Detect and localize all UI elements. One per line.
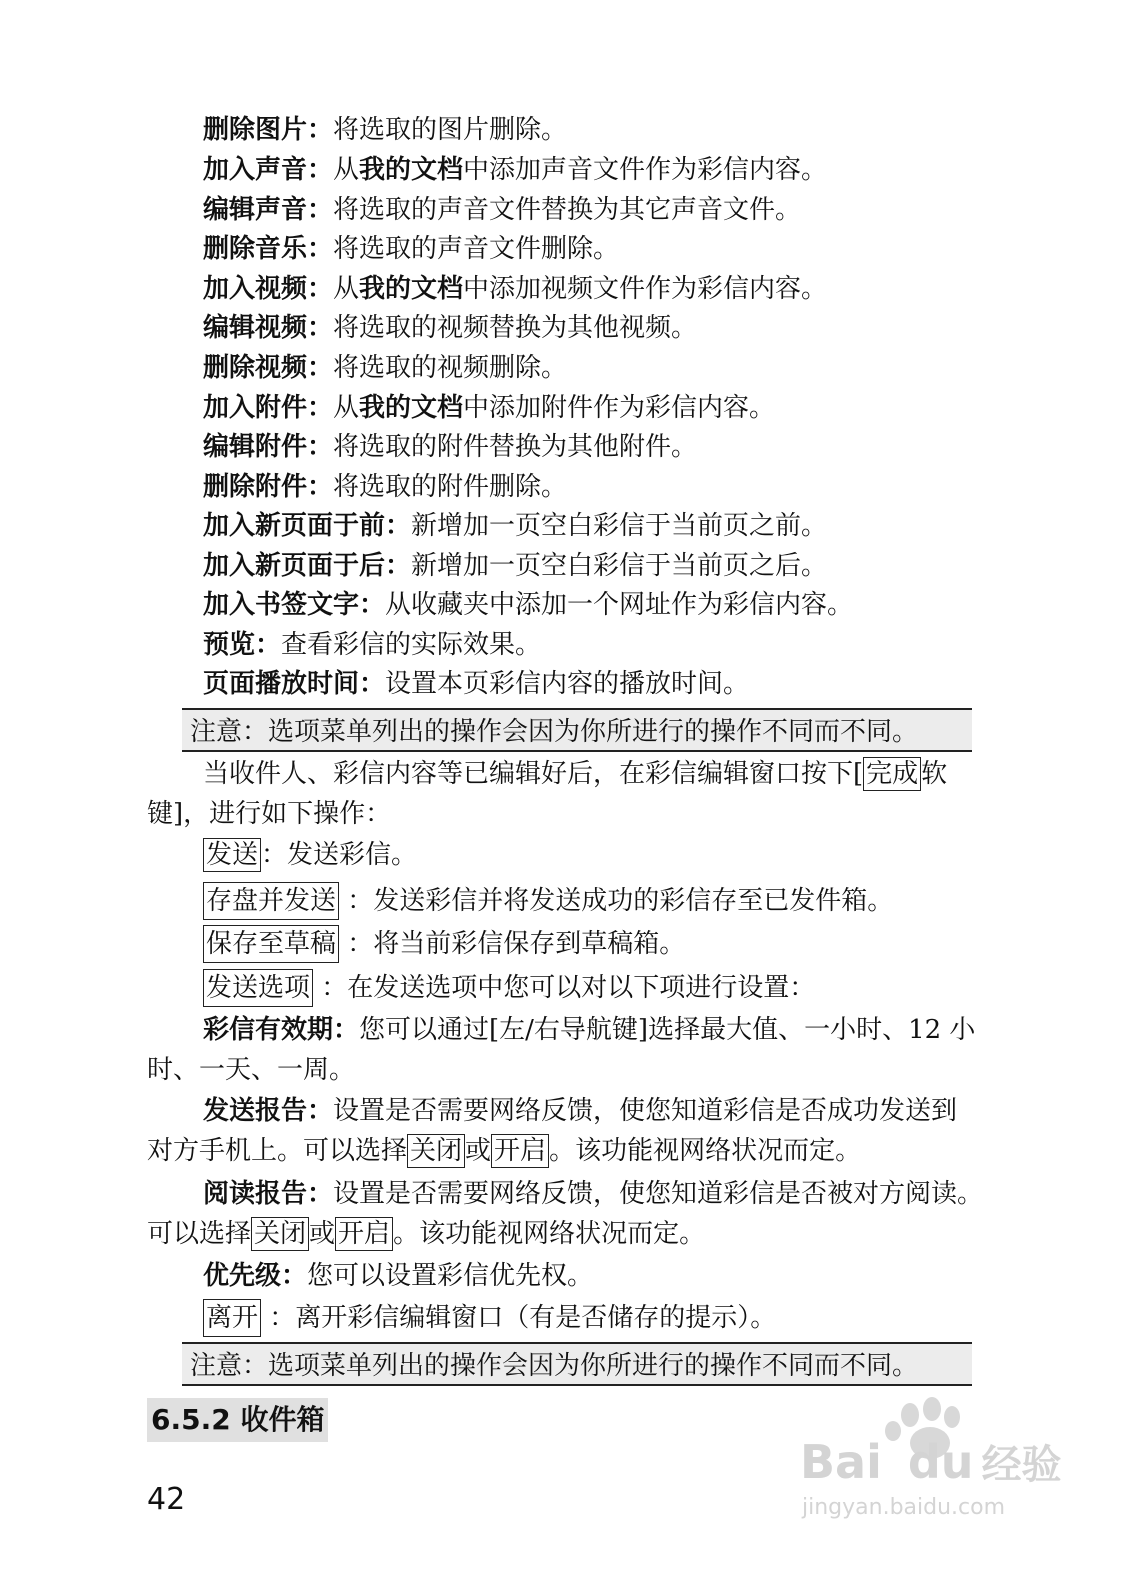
list-item [203,509,827,543]
action-text: ：将当前彩信保存到草稿箱。 [347,929,686,959]
item-label: 预览： [203,630,282,660]
option-off: 关闭 [251,1217,309,1251]
intro-line-2: 键]，进行如下操作： [147,799,392,829]
list-item [203,272,827,306]
watermark-cn: 经验 [981,1442,1062,1488]
priority-line [203,1259,593,1293]
validity-line-1 [203,1013,975,1047]
list-item [203,470,567,504]
list-item [203,153,827,187]
validity-label: 彩信有效期： [203,1015,360,1045]
item-pre: 从 [333,393,360,423]
watermark-brand-part2: du [907,1435,974,1489]
item-label: 删除音乐： [203,234,334,264]
item-label: 加入视频： [203,274,334,304]
intro-text-end: 软 [921,759,948,789]
baidu-watermark [790,1395,1070,1535]
action-send-options [203,969,815,1007]
action-text: ：发送彩信。 [261,840,418,870]
list-item [203,667,749,701]
item-text: 从收藏夹中添加一个网址作为彩信内容。 [385,590,854,620]
item-label: 加入新页面于后： [203,551,412,581]
item-label: 编辑声音： [203,195,334,225]
list-item [203,232,619,266]
read-report-text: 设置是否需要网络反馈，使您知道彩信是否被对方阅读。 [333,1179,984,1209]
option-on: 开启 [491,1134,549,1168]
item-text: 查看彩信的实际效果。 [281,630,542,660]
softkey-done: 完成 [863,757,921,791]
item-text: 将选取的视频删除。 [333,353,568,383]
read-report-label: 阅读报告： [203,1179,334,1209]
read-report-line-1 [203,1177,983,1211]
action-send [203,838,417,872]
item-pre: 从 [333,274,360,304]
action-leave [203,1299,776,1337]
list-item [203,391,775,425]
item-label: 加入书签文字： [203,590,386,620]
item-pre: 从 [333,155,360,185]
send-options-key: 发送选项 [203,969,313,1007]
list-item [203,588,853,622]
item-label: 加入附件： [203,393,334,423]
item-label: 删除附件： [203,472,334,502]
item-text: 将选取的视频替换为其他视频。 [333,313,698,343]
note-box: 注意：选项菜单列出的操作会因为你所进行的操作不同而不同。 [182,1342,972,1386]
list-item [203,311,697,345]
option-off: 关闭 [407,1134,465,1168]
list-item [203,549,827,583]
item-text: 中添加附件作为彩信内容。 [463,393,776,423]
item-label: 删除视频： [203,353,334,383]
item-label: 页面播放时间： [203,669,386,699]
save-draft-key: 保存至草稿 [203,925,339,963]
text: 可以选择 [147,1219,252,1249]
item-label: 删除图片： [203,115,334,145]
list-item [203,351,567,385]
action-text: ：发送彩信并将发送成功的彩信存至已发件箱。 [347,886,894,916]
item-label: 编辑视频： [203,313,334,343]
section-heading: 6.5.2 收件箱 [147,1398,328,1442]
watermark-brand [800,1433,1062,1490]
text: 或 [465,1136,492,1166]
item-label: 加入新页面于前： [203,511,412,541]
item-bold: 我的文档 [359,155,464,185]
item-bold: 我的文档 [359,393,464,423]
validity-line-2: 时、一天、一周。 [147,1055,356,1085]
text: 。该功能视网络状况而定。 [393,1219,706,1249]
item-text: 将选取的声音文件替换为其它声音文件。 [333,195,802,225]
priority-label: 优先级： [203,1261,308,1291]
intro-line-1 [203,757,947,791]
leave-key: 离开 [203,1299,261,1337]
text: 或 [309,1219,336,1249]
item-label: 加入声音： [203,155,334,185]
item-text: 中添加声音文件作为彩信内容。 [463,155,828,185]
send-key: 发送 [203,838,261,872]
item-text: 新增加一页空白彩信于当前页之后。 [411,551,828,581]
page-number: 42 [147,1482,186,1517]
delivery-report-line-1 [203,1094,957,1128]
item-text: 新增加一页空白彩信于当前页之前。 [411,511,828,541]
item-bold: 我的文档 [359,274,464,304]
item-label: 编辑附件： [203,432,334,462]
delivery-report-label: 发送报告： [203,1096,334,1126]
item-text: 将选取的附件替换为其他附件。 [333,432,698,462]
delivery-report-text: 设置是否需要网络反馈，使您知道彩信是否成功发送到 [333,1096,958,1126]
text: 对方手机上。可以选择 [147,1136,408,1166]
item-text: 将选取的声音文件删除。 [333,234,620,264]
item-text: 设置本页彩信内容的播放时间。 [385,669,750,699]
read-report-line-2 [147,1217,705,1251]
validity-text: 您可以通过[左/右导航键]选择最大值、一小时、12 小 [359,1015,976,1045]
list-item [203,113,567,147]
item-text: 中添加视频文件作为彩信内容。 [463,274,828,304]
list-item [203,193,801,227]
save-send-key: 存盘并发送 [203,882,339,920]
action-save-send [203,882,893,920]
list-item [203,628,541,662]
action-text: ：离开彩信编辑窗口（有是否储存的提示）。 [269,1303,777,1333]
item-text: 将选取的图片删除。 [333,115,568,145]
delivery-report-line-2 [147,1134,861,1168]
watermark-url: jingyan.baidu.com [802,1495,1006,1520]
item-text: 将选取的附件删除。 [333,472,568,502]
intro-text: 当收件人、彩信内容等已编辑好后，在彩信编辑窗口按下[ [203,759,864,789]
list-item [203,430,697,464]
watermark-brand-part1: Bai [800,1435,882,1489]
text: 。该功能视网络状况而定。 [549,1136,862,1166]
priority-text: 您可以设置彩信优先权。 [307,1261,594,1291]
action-text: ：在发送选项中您可以对以下项进行设置： [321,973,816,1003]
note-box: 注意：选项菜单列出的操作会因为你所进行的操作不同而不同。 [182,708,972,752]
option-on: 开启 [335,1217,393,1251]
action-save-draft [203,925,685,963]
